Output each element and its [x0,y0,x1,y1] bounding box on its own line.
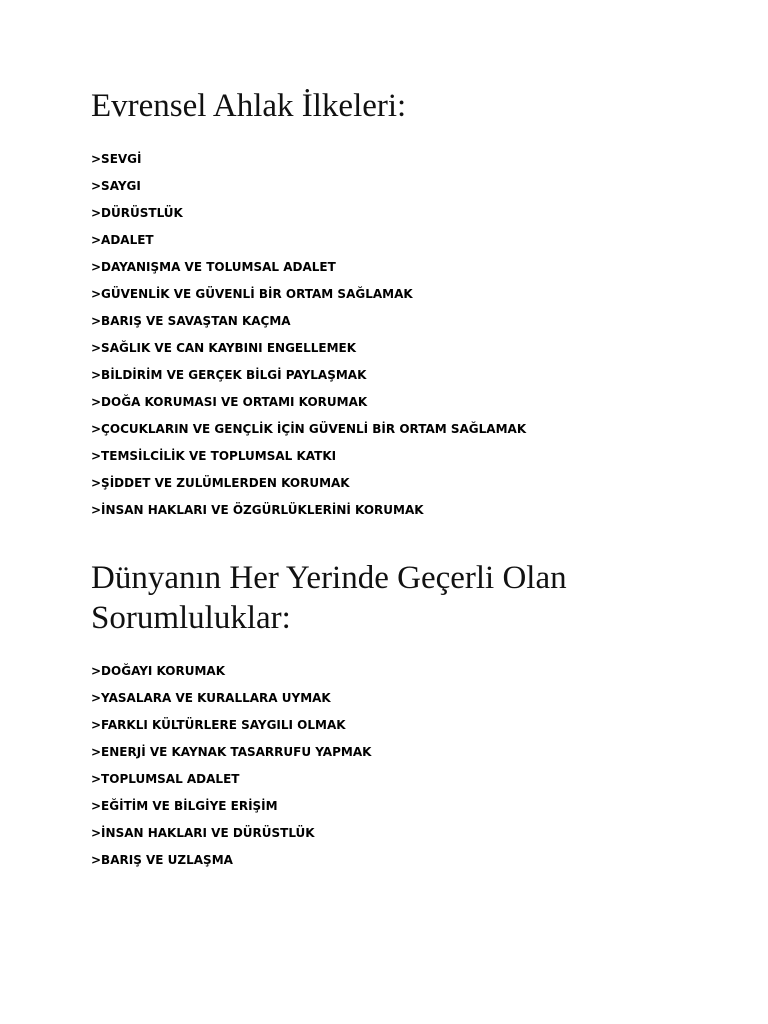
list-item: >BARIŞ VE SAVAŞTAN KAÇMA [91,314,291,328]
list-item: >BARIŞ VE UZLAŞMA [91,853,233,867]
section-title-global-responsibilities-line2: Sorumluluklar: [91,600,291,636]
list-item: >TOPLUMSAL ADALET [91,772,240,786]
list-item: >SEVGİ [91,152,142,166]
list-item: >DOĞA KORUMASI VE ORTAMI KORUMAK [91,395,368,409]
section-title-universal-ethics: Evrensel Ahlak İlkeleri: [91,88,407,124]
list-item: >EĞİTİM VE BİLGİYE ERİŞİM [91,799,278,813]
list-item: >SAĞLIK VE CAN KAYBINI ENGELLEMEK [91,341,357,355]
universal-ethics-list [91,151,526,529]
list-item: >GÜVENLİK VE GÜVENLİ BİR ORTAM SAĞLAMAK [91,287,413,301]
list-item: >DÜRÜSTLÜK [91,206,183,220]
list-item: >İNSAN HAKLARI VE DÜRÜSTLÜK [91,826,315,840]
list-item: >SAYGI [91,179,141,193]
section-title-global-responsibilities-line1: Dünyanın Her Yerinde Geçerli Olan [91,560,567,596]
list-item: >İNSAN HAKLARI VE ÖZGÜRLÜKLERİNİ KORUMAK [91,503,424,517]
list-item: >ÇOCUKLARIN VE GENÇLİK İÇİN GÜVENLİ BİR ORTAM SAĞLAMAK [91,422,527,436]
global-responsibilities-list [91,663,371,879]
list-item: >YASALARA VE KURALLARA UYMAK [91,691,331,705]
list-item: >ŞİDDET VE ZULÜMLERDEN KORUMAK [91,476,350,490]
list-item: >FARKLI KÜLTÜRLERE SAYGILI OLMAK [91,718,346,732]
list-item: >TEMSİLCİLİK VE TOPLUMSAL KATKI [91,449,337,463]
list-item: >DOĞAYI KORUMAK [91,664,226,678]
list-item: >BİLDİRİM VE GERÇEK BİLGİ PAYLAŞMAK [91,368,367,382]
list-item: >ENERJİ VE KAYNAK TASARRUFU YAPMAK [91,745,372,759]
list-item: >DAYANIŞMA VE TOLUMSAL ADALET [91,260,336,274]
list-item: >ADALET [91,233,154,247]
